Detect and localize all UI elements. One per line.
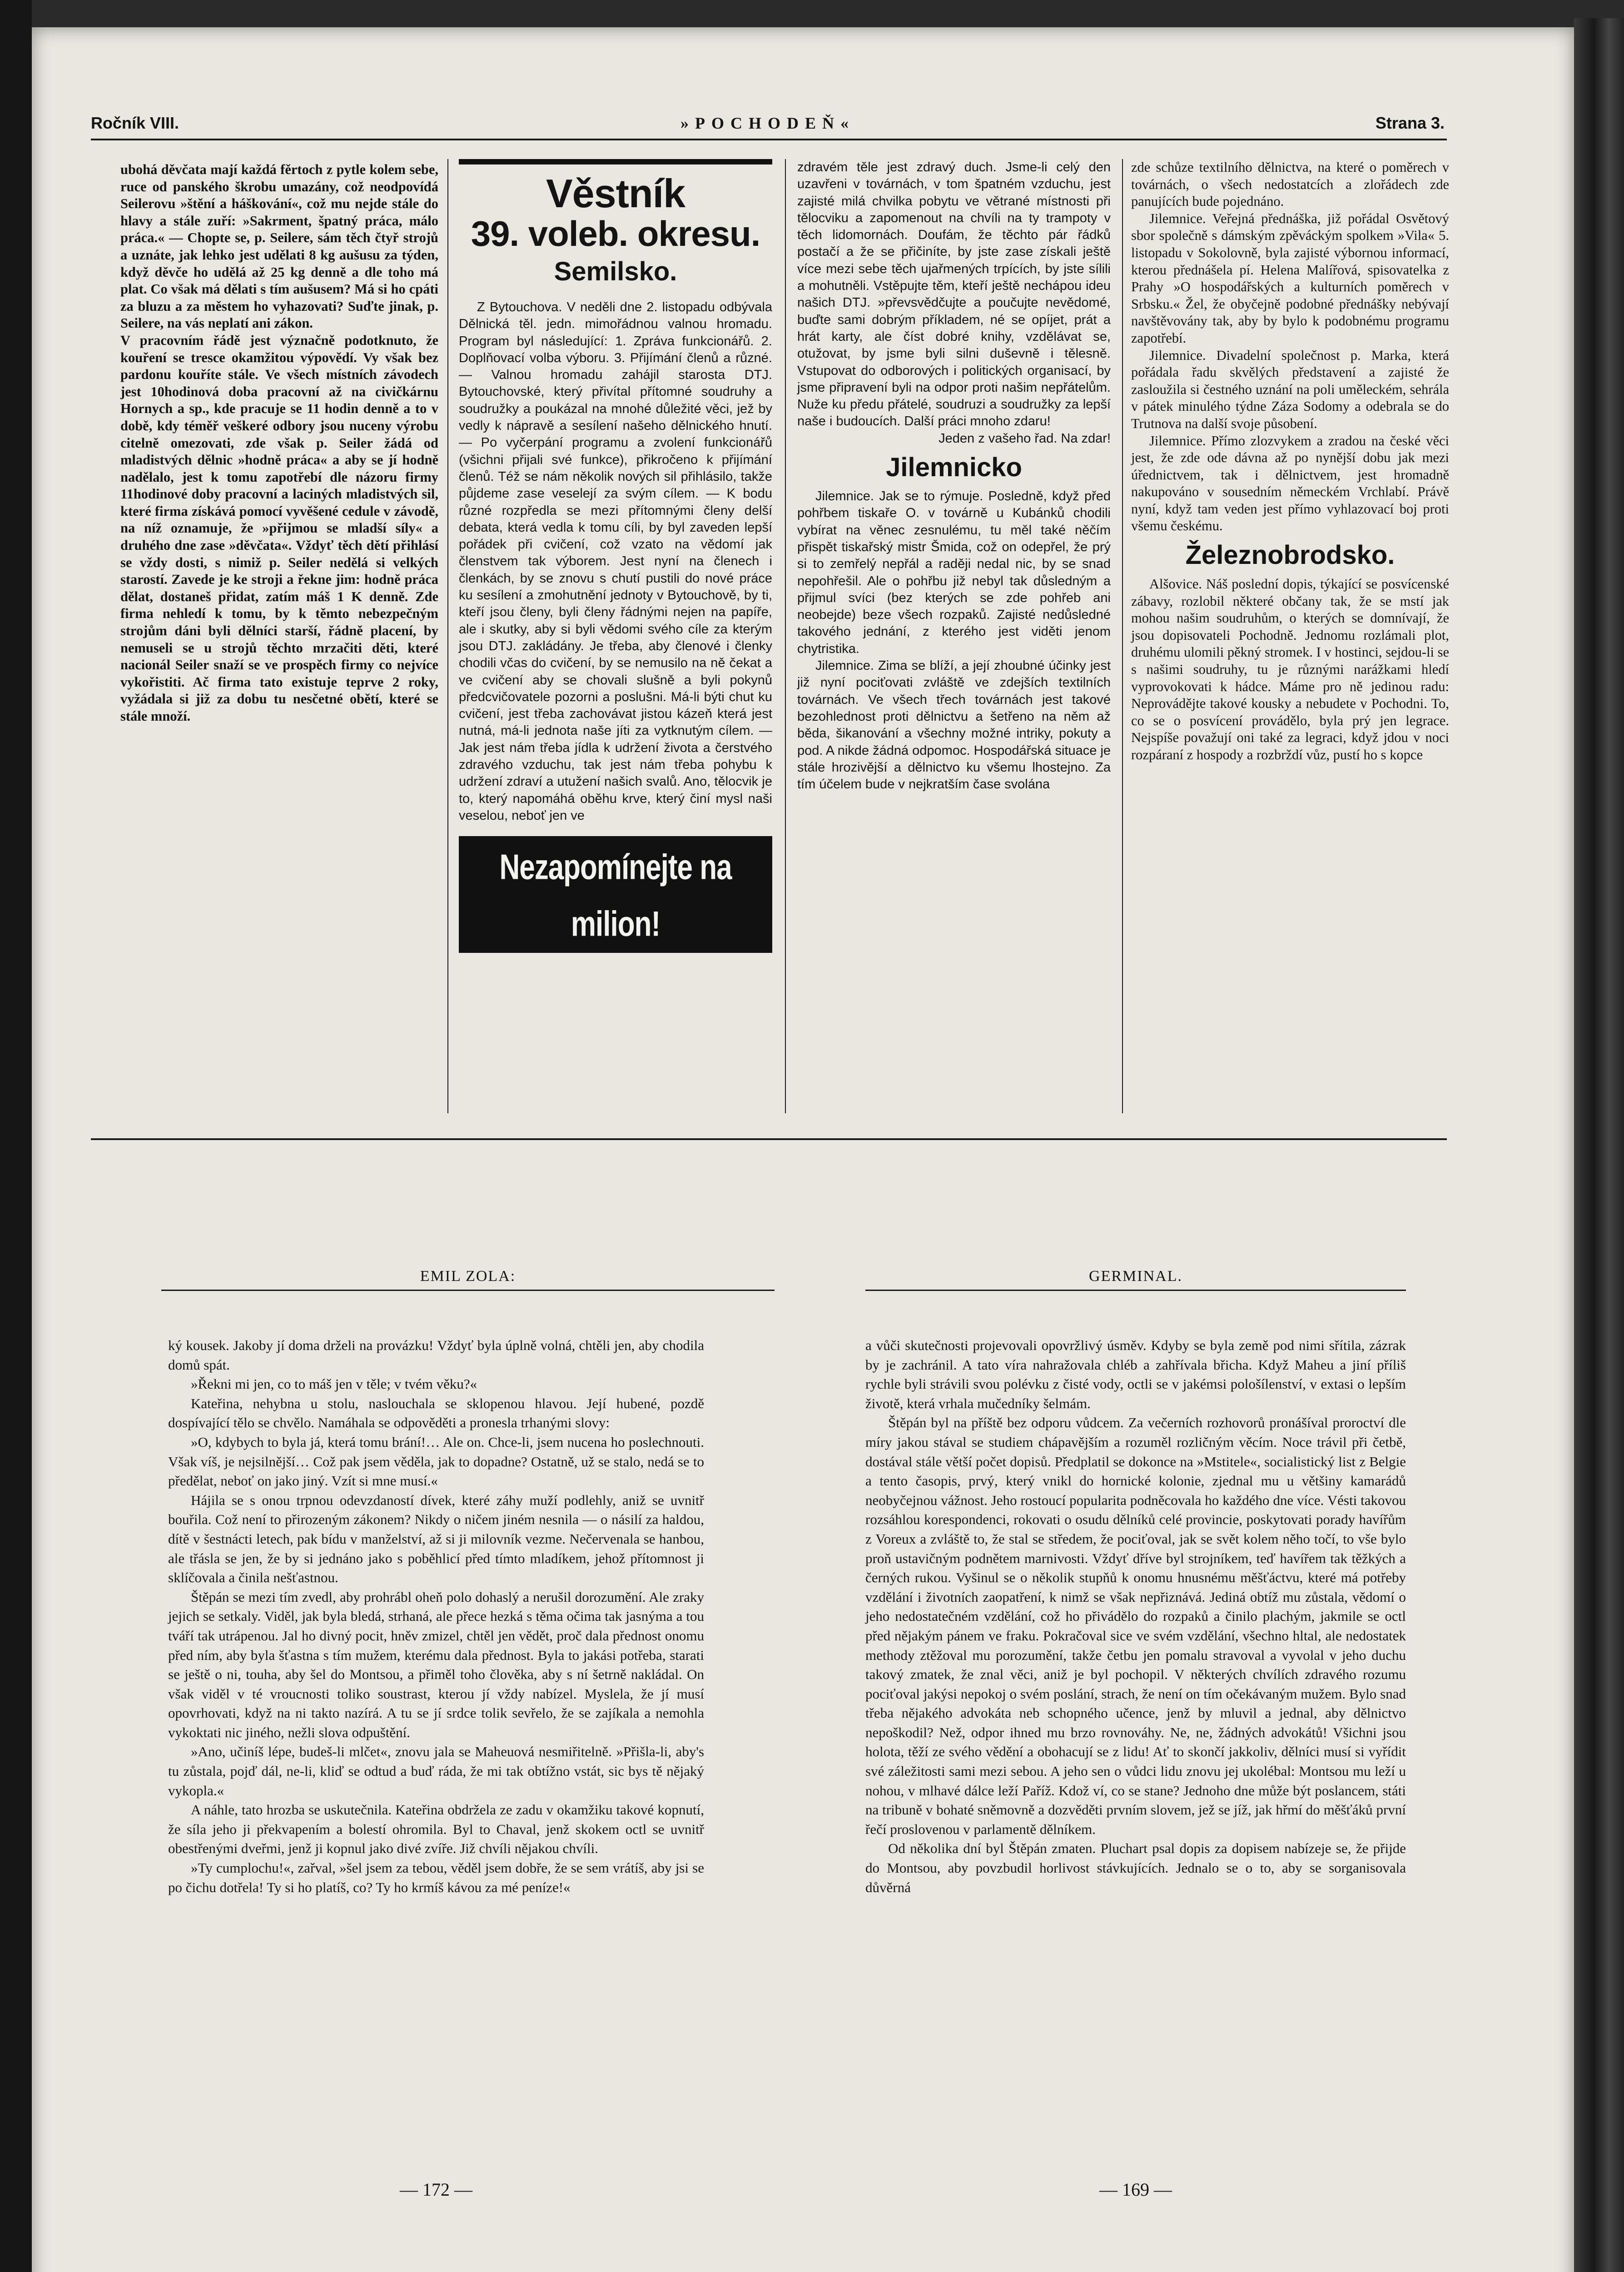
header-rule [91, 139, 1447, 140]
paragraph: Kateřina, nehybna u stolu, naslouchala se sklopenou hlavou. Její hubené, pozdě dospívající tělo se chvělo. Namáhala se odpověděti a pronesla trhanými slovy: [168, 1395, 704, 1431]
paragraph: Od několika dní byl Štěpán zmaten. Pluchart psal dopis za dopisem nabízeje se, že přijde do Montsou, aby povzbudil horlivost stávkujících. Jednalo se o to, aby se sorganisovala důvěrná [865, 1840, 1406, 1895]
novel-rule [865, 1290, 1406, 1291]
paragraph: Jilemnice. Přímo zlozvykem a zradou na české věci jest, že zde ode dávna až po nynější dobu jak mezi úřednictvem, tak i dělnictvem, jest hromadně nakupováno v sousedním německém Vrchlabí. Právě nyní, když tam veden jest přímo vyhlazovací boj proti všemu českému. [1131, 433, 1449, 534]
paragraph: ký kousek. Jakoby jí doma drželi na provázku! Vždyť byla úplně volná, chtěli jen, aby chodila domů spát. [168, 1337, 704, 1373]
region-heading: Semilsko. [554, 257, 677, 286]
region-heading: Jilemnicko [886, 453, 1022, 483]
volume-label: Ročník VIII. [91, 114, 179, 132]
page-edge [1574, 18, 1624, 2272]
section-title: Věstník [546, 171, 685, 216]
paragraph: zdravém těle jest zdravý duch. Jsme-li celý den uzavřeni v továrnách, v tom špatném vzduchu, jest zajisté milá chvilka pobytu ve větrané místnosti při tělocviku a zapomenout na chvíli na ty trampoty v těch lidomornách. Doufám, že těchto pár řádků postačí a že se přičiníte, by jste zase získali ještě více mezi sebe těch ujařmených trpících, by jste sílili a mohutněli. Vstěpujte těm, kteří ještě nechápou ideu našich DTJ. »převsvědčujte a poučujte nevědomé, buďte sami dobrým příkladem, né se opíjet, prát a hrát karty, ale číst dobré knihy, vzdělávat se, otužovat, by jsme byli silni duševně i tělesně. Vstupovat do odborových i politických organisací, by jsme připravení byli na odpor proti našim nepřátelům. Nuže ku předu přátelé, soudruzi a soudružky za lepší naše i budoucích. Další práci mnoho zdaru! [797, 160, 1111, 429]
paragraph: zde schůze textilního dělnictva, na které o poměrech v továrnách, o všech nedostatcích a zlořádech zde panujících bude pojednáno. [1131, 159, 1449, 209]
column-2 [459, 159, 772, 942]
section-rule [91, 1138, 1447, 1140]
novel-right-column [865, 1336, 1406, 1897]
book-spine [0, 0, 32, 2272]
paragraph: ubohá děvčata mají každá fěrtoch z pytle kolem sebe, ruce od panského škrobu umazány, což neodpovídá Seilerovu »štění a háškování«, což mu nejde stále do hlavy a stále zuří: »Sakrment, špatný práca, málo práca.« — Chopte se, p. Seilere, sám těch čtyř strojů a uznáte, jak lehko jest udělati 8 kg aušusu za týden, když děvče ho udělá až 25 kg denně a dle toho má plat. Co však má dělati s tím aušusem? Má si ho cpáti za bluzu a za městem ho vyhazovati? Suďte jinak, p. Seilere, na vás neplatí ani zákon. [120, 162, 438, 331]
paragraph: Jilemnice. Veřejná přednáška, již pořádal Osvětový sbor společně s dámským zpěváckým spolkem »Vila« 5. listopadu v Sokolovně, byla zajisté výbornou informací, kterou přednášela pí. Helena Malířová, spisovatelka z Prahy »O hospodářských a kulturních poměrech v Srbsku.« Žel, že obyčejně podobné přednášky nebývají navštěvovány tak, aby by bylo k podobnému programu zapotřebí. [1131, 210, 1449, 346]
column-4 [1131, 159, 1449, 764]
paragraph: V pracovním řádě jest význačně podotknuto, že kouření se tresce okamžitou výpovědí. Vy však bez pardonu kouříte stále. Ve všech místních závodech jest 10hodinová doba pracovní až na civičkárnu Hornych a sp., kde pracuje se 11 hodin denně a to v době, kdy téměř veškeré odbory jsou nuceny výrobu citelně omezovati, zde však p. Seiler žádá od mladistvých dělnic »hodně práca« a aby se jí hodně nadělalo, jest k tomu zapotřebí dle názoru firmy 11hodinové doby pracovní a laciných mladistvých sil, které firma získává pomocí vyvěšené cedule v závodě, na níž oznamuje, že »přijmou se mladší síly« a druhého dne zase »děvčata«. Vždyť těch dětí přihlásí se vždy dosti, s nimiž p. Seiler nedělá si velkých starostí. Zavede je ke stroji a řekne jim: hodně práca dělat, dostaneš přidat, zatím máš 1 K denně. Zde firma nehledí k tomu, by k těmto nebezpečným strojům dáni byli dělníci starší, řádně placení, by nemuseli se u strojů těchto mrzačiti děti, které nacionál Seiler snaží se ve prospěch firmy co nejvíce vykořistiti. Ač firma tato existuje teprve 2 roky, vyžádala si již za dobu tu nesčetné obětí, které se stále množí. [120, 332, 438, 724]
novel-author: EMIL ZOLA: [420, 1268, 516, 1285]
signature: Jeden z vašeho řad. Na zdar! [939, 431, 1111, 446]
masthead-title: »POCHODEŇ« [680, 114, 855, 132]
page-header [91, 114, 1445, 141]
paragraph: a vůči skutečnosti projevovali opovržlivý úsměv. Kdyby se byla země pod nimi sřítila, zázrak by je zachránil. A tato víra nahražovala chléb a zahřívala břicha. Když Maheu a jiní příliš rychle byli strávili svou polévku z čisté vody, octli se v jakémsi pološílenství, v extasi o lepším životě, která vrhala mučedníky šelmám. [865, 1337, 1406, 1411]
paragraph: Jilemnice. Jak se to rýmuje. Posledně, když před pohřbem tiskaře O. v továrně u Kubánků chodili vybírat na věnec zesnulému, tu měl také něčím přispět tiskařský mistr Šmida, což on odepřel, že prý si to zemřelý nepřál a raději nedal nic, by se snad nepohřešil. Ale o pohřbu již nebyl tak důsledným a přijmul svíci (bez kterých se zde pohřeb ani neobejde) beze všech rozpaků. Zajisté nedůsledné takového jednání, z kterého jest viděti jenom chytristika. [797, 489, 1111, 656]
paragraph: Hájila se s onou trpnou odevzdaností dívek, které záhy muží podlehly, aniž se uvnitř bouřila. Což není to přirozeným zákonem? Nikdy o ničem jiném nesnila — o násilí za haldou, dítě v šestnácti letech, pak bídu v manželství, až si ji milovník vezme. Nečervenala se hanbou, ale třásla se jen, že by si jednáno jako s poběhlicí před tímto mladíkem, jehož přítomnost ji sklíčovala a činila nešťastnou. [168, 1492, 704, 1586]
title-rule-top [459, 159, 772, 164]
paragraph: Jilemnice. Divadelní společnost p. Marka, která pořádala řadu skvělých představení a zajisté že zasloužila si čestného uznání na poli uměleckém, sehrála v pátek minulého týdne Záza Sodomy a odebrala se do Trutnova na další svoje působení. [1131, 347, 1449, 431]
paragraph: »Řekni mi jen, co to máš jen v těle; v tvém věku?« [191, 1376, 477, 1392]
column-divider [785, 159, 786, 1113]
left-page-number: — 172 — [400, 2179, 472, 2200]
page-number-label: Strana 3. [1375, 114, 1445, 132]
paragraph: A náhle, tato hrozba se uskutečnila. Kateřina obdržela ze zadu v okamžiku takové kopnutí, že síla jeho ji překvapením a bolestí ohromila. Byl to Chaval, jenž skokem octl se uvnitř obestřenými dveřmi, jenž ji kopnul jako divé zvíře. Již chvíli nějakou chvíli. [168, 1802, 704, 1857]
column-3 [797, 159, 1111, 793]
paragraph: Jilemnice. Zima se blíží, a její zhoubné účinky jest již nyní pociťovati zvláště ve zdejších textilních továrnách. Ve všech třech továrnách jest takové bezohlednost proti dělnictvu a šetřeno na něm až běda, šikanování a všechny možné intriky, pokuty a pod. A nikde žádná odpomoc. Hospodářská situace je stále hrozivější a dělnictvo ku všemu lhostejno. Za tím účelem bude v nejkratším čase svolána [797, 658, 1111, 792]
right-page-number: — 169 — [1099, 2179, 1172, 2200]
column-divider [447, 159, 448, 1113]
paragraph: »O, kdybych to byla já, která tomu brání!… Ale on. Chce-li, jsem nucena ho poslechnouti. Však víš, je nejsilnější… Což pak jsem věděla, jak to dopadne? Ostatně, už se stalo, nedá se to předělat, neboť on jako jiný. Vzít si mne musí.« [168, 1434, 704, 1489]
paragraph: Z Bytouchova. V neděli dne 2. listopadu odbývala Dělnická těl. jedn. mimořádnou valnou hromadu. Program byl následující: 1. Zpráva funkcionářů. 2. Doplňovací volba výboru. 3. Přijímání členů a různé. — Valnou hromadu zahájil starosta DTJ. Bytouchovské, který přivítal přítomné soudruhy a soudružky a poukázal na mnohé důležité věci, jež by vedly k nápravě a sesílení našeho dělnického hnutí. — Po vyčerpání programu a zvolení funkcionářů (všichni přijali své funkce), přikročeno k přijímání členů. Též se nám několik nových sil přihlásilo, takže půjdeme zase veselejí za svým cílem. — K bodu různé rozpředla se mezi přítomnými členy delší debata, která vedla k tomu cíli, by byl zaveden lepší pořádek při cvičení, což vzato na vědomí jak členstvem tak výborem. Jest nyní na členech i členkách, by se znovu s chutí pustili do nové práce ku sesílení a zmohutnění jednoty v Bytouchově, by ti, kteří jsou členy, byli členy řádnými nejen na papíře, ale i skutky, aby si byli vědomi svého cíle za kterým jsou DTJ. zakládány. Je třeba, aby členové i členky chodili včas do cvičení, by se nemusilo na ně čekat a ve cvičení aby se chovali slušně a byli pokynů předcvičovatele pozorni a poslušni. Má-li býti chut ku cvičení, jest třeba zachovávat jistou kázeň která jest nutná, má-li jednota naše jíti za vytknutým cílem. — Jak jest nám třeba jídla k udržení života a čerstvého zdravého vzduchu, tak jest nám třeba pohybu k udržení zdraví a utužení našich svalů. Ano, tělocvik je to, který napomáhá oběhu krve, který činí mysl naši veselou, neboť jen ve [459, 300, 772, 823]
banner: Nezapomínejte na milion! [459, 839, 772, 953]
column-1 [120, 161, 438, 725]
column-divider [1122, 159, 1123, 1113]
novel-rule [161, 1290, 775, 1291]
region-heading: Železnobrodsko. [1185, 540, 1395, 570]
novel-left-column [168, 1336, 704, 1897]
paragraph: »Ty cumplochu!«, zařval, »šel jsem za tebou, věděl jsem dobře, že se sem vrátíš, aby jsi se po čichu dotřela! Ty si ho platíš, co? Ty ho krmíš kávou za mé peníze!« [168, 1860, 704, 1895]
paragraph: Alšovice. Náš poslední dopis, týkající se posvícenské zábavy, rozlobil některé občany tak, že se mstí jak mohou našim soudruhům, o kterých se domnívají, že jsou dopisovateli Pochodně. Jednomu rozlámali plot, druhému ulomili pěkný stromek. I v hostinci, sejdou-li se s našimi soudruhy, tu je různými narážkami hledí vyprovokovati k hádce. Máme pro ně jedinou radu: Neprovádějte takové kousky a nebudete v Pochodni. To, co se o posvícení provádělo, byla prý jen legrace. Nejspíše považují oni také za legraci, když jdou v noci rozpáraní z hospody a rozbrždí vůz, pustí ho s kopce [1131, 576, 1449, 762]
paragraph: Štěpán byl na příště bez odporu vůdcem. Za večerních rozhovorů pronášíval proroctví dle míry jakou stával se studiem chápavějším a rozuměl rozličným věcím. Noce trávil při četbě, dostával stále větší počet dopisů. Předplatil se dokonce na »Mstitele«, socialistický list z Belgie a tento časopis, prvý, který vnikl do hornické kolonie, zjednal mu u většiny kamarádů neobyčejnou vážnost. Jeho rostoucí popularita podněcovala ho každého dne více. Vésti takovou rozsáhlou korespondenci, rokovati o osudu dělníků celé provincie, poskytovati porady havířům z Voreux a zvláště to, že stal se středem, že pociťoval, jak se svět kolem něho točí, to vše bylo proň ustavičným podnětem marnivosti. Vždyť dříve byl strojníkem, teď havířem tak těžkých a černých rukou. Vyšinul se o několik stupňů k onomu hnusnému měšťáctvu, které má potřeby vzdělání i životních zaopatření, k nimž se však nepřiznává. Jediná obtíž mu zůstala, vědomí o jeho nedostatečném vzdělání, což ho přivádělo do rozpaků a činilo plachým, jakmile se octl před nějakým pánem ve fraku. Pokračoval sice ve svém vzdělání, všechno hltal, ale nedostatek methody ztěžoval mu porozumění, takže četbu jen pomalu stravoval a vyvolal v jeho duchu takový zmatek, že znal věci, aniž je byl pochopil. V některých chvílích zdravého rozumu pociťoval jakýsi nepokoj o svém poslání, strach, že není on tím očekávaným mužem. Bylo snad třeba nějakého advokáta neb schopného učence, jenž by mluvil a jednal, aby dělnictvo nepoškodil? Než, odpor ihned mu brzo rovnováhy. Ne, ne, žádných advokátů! Všichni jsou holota, těží ze svého vědění a obohacují se z lidu! Ať to skončí jakkoliv, dělníci musí si vyřídit své záležitosti sami mezi sebou. A jeho sen o vůdci lidu znovu jej ukolébal: Montsou mu leží u nohou, v mlhavé dálce leží Paříž. Kdož ví, co se stane? Jednoho dne může být poslancem, státi na tribuně v bohaté sněmovně a dozvěděti prvním slovem, jež se jíž, jak hřmí do měšťáků první řečí proslovenou v parlamentě dělníkem. [865, 1415, 1406, 1837]
section-title-2: 39. voleb. okresu. [471, 214, 760, 254]
novel-title: GERMINAL. [1089, 1268, 1182, 1285]
paragraph: »Ano, učiníš lépe, budeš-li mlčet«, znovu jala se Maheuová nesmiřitelně. »Přišla-li, aby's tu zůstala, pojď dál, ne-li, kliď se odtud a buď ráda, že mi tak obtížno vstát, sic bys tě nějaký vykopla.« [168, 1744, 704, 1799]
paragraph: Štěpán se mezi tím zvedl, aby prohrábl oheň polo dohaslý a nerušil dorozumění. Ale zraky jejich se setkaly. Viděl, jak byla bledá, strhaná, ale přece hezká s těma očima tak jasnýma a tou tváří tak utrápenou. Jal ho divný pocit, hněv zmizel, chtěl jen vědět, proč dala přednost onomu před ním, aby byla šťastna s tím mužem, kterému dala přednost. Byla to jakási potřeba, starati se ještě o ni, touha, aby šel do Montsou, a přiměl toho člověka, aby s ní šetrně nakládal. On však viděl v té vroucnosti toliko soustrast, kterou jí vždy nabízel. Myslela, že jí musí opovrhovati, když na ni takto nazírá. A tu se jí srdce tolik sevřelo, že se zajíkala a nemohla vykoktati nic jiného, nežli slova odpuštění. [168, 1589, 704, 1740]
